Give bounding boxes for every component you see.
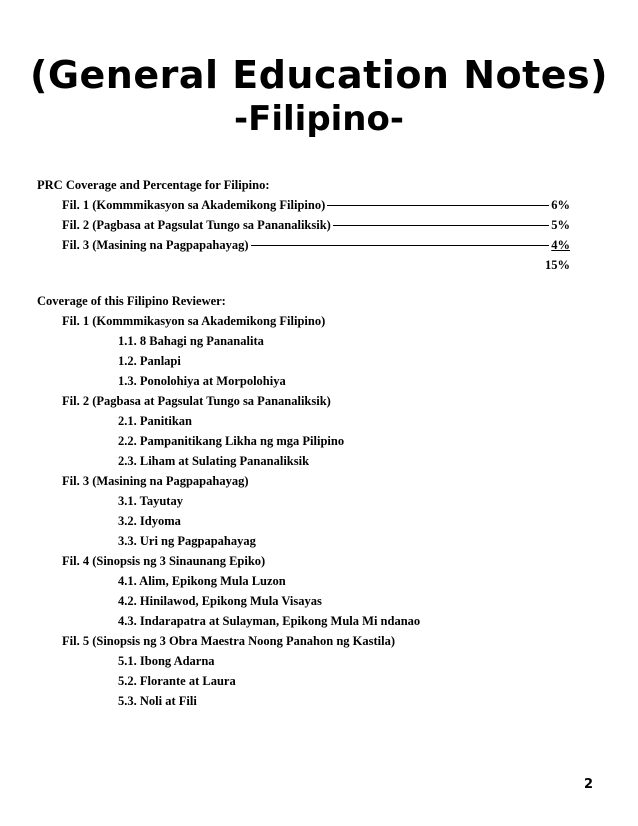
coverage-item: Fil. 5 (Sinopsis ng 3 Obra Maestra Noong Panahon ng Kastila) [62,634,396,648]
coverage-subitem: 2.3. Liham at Sulating Pananaliksik [118,454,310,468]
dotted-leader [251,245,550,246]
reviewer-coverage-heading: Coverage of this Filipino Reviewer: [37,294,226,308]
coverage-subitem: 1.2. Panlapi [118,354,181,368]
page-title: (General Education Notes) [29,53,609,97]
prc-coverage-heading: PRC Coverage and Percentage for Filipino: [37,178,270,192]
prc-row [62,216,570,234]
prc-row-percent: 6% [551,198,570,212]
coverage-subitem: 3.1. Tayutay [118,494,183,508]
prc-total: 15% [545,258,570,272]
prc-row [62,196,570,214]
prc-row-percent: 5% [551,218,570,232]
prc-row-label: Fil. 3 (Masining na Pagpapahayag) [62,238,249,252]
coverage-subitem: 2.1. Panitikan [118,414,192,428]
dotted-leader [333,225,549,226]
coverage-subitem: 1.1. 8 Bahagi ng Pananalita [118,334,264,348]
coverage-subitem: 4.3. Indarapatra at Sulayman, Epikong Mula Mi ndanao [118,614,421,628]
coverage-subitem: 2.2. Pampanitikang Likha ng mga Pilipino [118,434,345,448]
dotted-leader [327,205,549,206]
prc-row-percent: 4% [551,238,570,252]
coverage-item: Fil. 1 (Kommmikasyon sa Akademikong Filipino) [62,314,326,328]
page-subtitle: -Filipino- [234,99,404,139]
coverage-item: Fil. 2 (Pagbasa at Pagsulat Tungo sa Pananaliksik) [62,394,331,408]
coverage-subitem: 4.2. Hinilawod, Epikong Mula Visayas [118,594,322,608]
prc-row-label: Fil. 1 (Kommmikasyon sa Akademikong Filipino) [62,198,326,212]
coverage-item: Fil. 4 (Sinopsis ng 3 Sinaunang Epiko) [62,554,266,568]
coverage-subitem: 5.1. Ibong Adarna [118,654,215,668]
coverage-subitem: 3.3. Uri ng Pagpapahayag [118,534,256,548]
prc-row-label: Fil. 2 (Pagbasa at Pagsulat Tungo sa Pananaliksik) [62,218,331,232]
coverage-subitem: 1.3. Ponolohiya at Morpolohiya [118,374,286,388]
coverage-subitem: 3.2. Idyoma [118,514,181,528]
coverage-item: Fil. 3 (Masining na Pagpapahayag) [62,474,249,488]
coverage-subitem: 4.1. Alim, Epikong Mula Luzon [118,574,286,588]
coverage-subitem: 5.2. Florante at Laura [118,674,236,688]
page-number: 2 [584,777,594,792]
prc-row [62,236,570,254]
coverage-subitem: 5.3. Noli at Fili [118,694,197,708]
